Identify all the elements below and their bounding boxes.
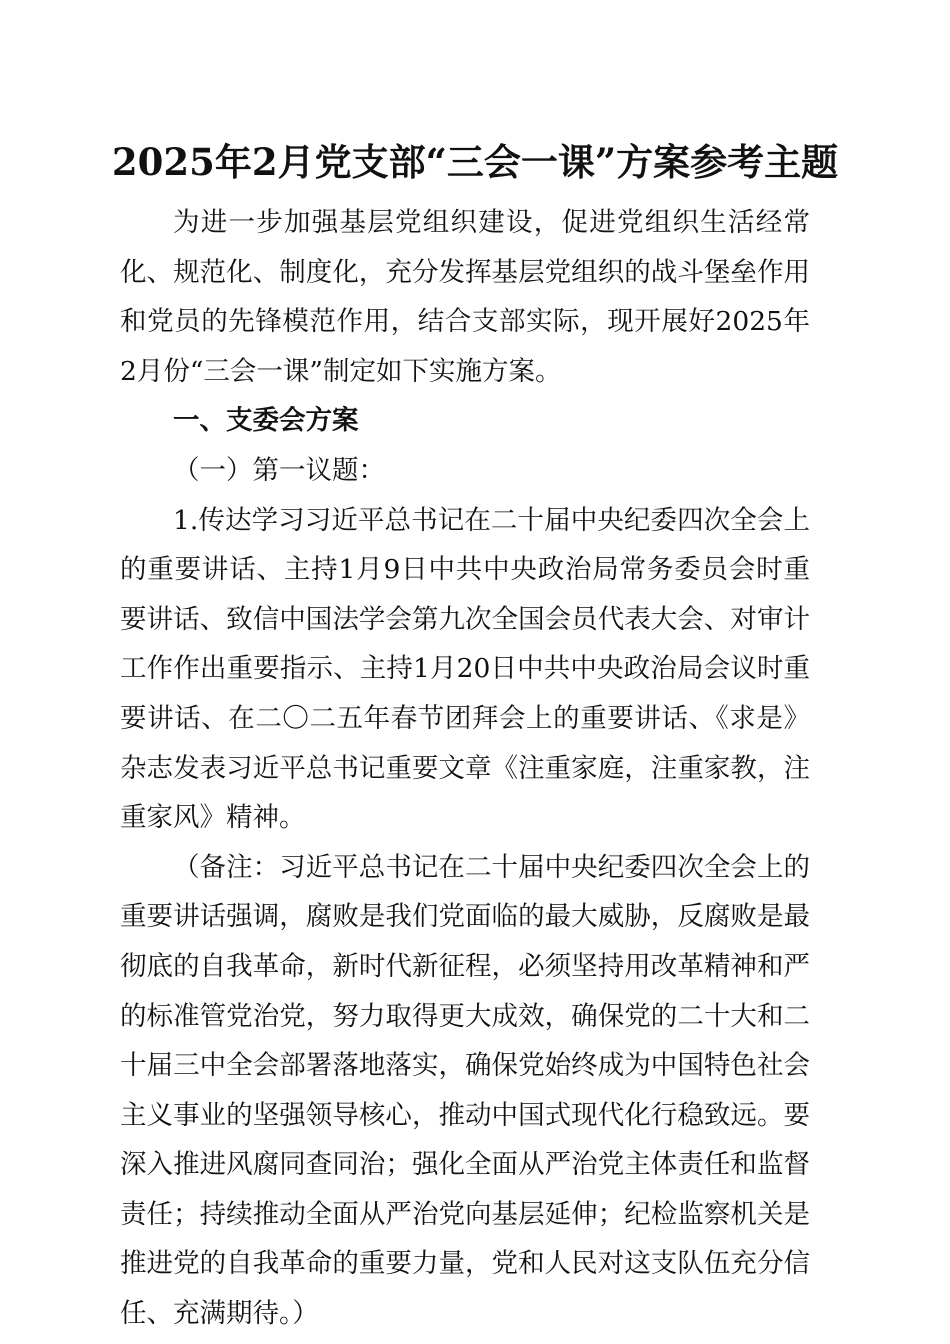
section-heading: 一、支委会方案 [173,405,359,437]
agenda-item-paragraph: 1.传达学习习近平总书记在二十届中央纪委四次全会上的重要讲话、主持1月9日中共中央政治局常务委员会时重要讲话、致信中国法学会第九次全国会员代表大会、对审计工作作出重要指示、主持1月20日中共中央政治局会议时重要讲话、在二〇二五年春节团拜会上的重要讲话、《求是》杂志发表习近平总书记重要文章《注重家庭，注重家教，注重家风》精神。 [120,504,810,834]
note-paragraph: （备注：习近平总书记在二十届中央纪委四次全会上的重要讲话强调，腐败是我们党面临的最大威胁，反腐败是最彻底的自我革命，新时代新征程，必须坚持用改革精神和严的标准管党治党，努力取得更大成效，确保党的二十大和二十届三中全会部署落地落实，确保党始终成为中国特色社会主义事业的坚强领导核心，推动中国式现代化行稳致远。要深入推进风腐同查同治；强化全面从严治党主体责任和监督责任；持续推动全面从严治党向基层延伸；纪检监察机关是推进党的自我革命的重要力量，党和人民对这支队伍充分信任、充满期待。） [120,851,810,1330]
subsection-heading: （一）第一议题： [173,454,385,486]
document-title: 2025年2月党支部“三会一课”方案参考主题 [111,140,839,184]
document-body [120,198,810,1339]
intro-paragraph: 为进一步加强基层党组织建设，促进党组织生活经常化、规范化、制度化，充分发挥基层党组织的战斗堡垒作用和党员的先锋模范作用，结合支部实际，现开展好2025年2月份“三会一课”制定如下实施方案。 [120,207,810,387]
